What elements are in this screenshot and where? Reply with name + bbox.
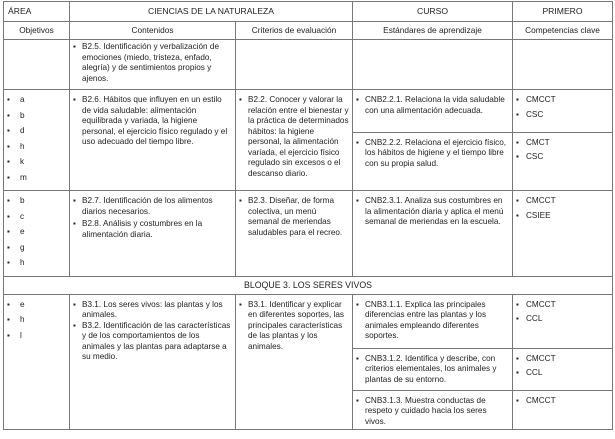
objetivo-item: ▪ e	[7, 227, 66, 238]
criterio-b2-2: ▪ B2.2. Conocer y valorar la relación entre el bienestar y la práctica de determinados hábitos: la higiene personal, la alimentación variada, el ejercicio físico regulado sin excesos o el descanso diario.	[239, 95, 349, 179]
competencia-item: ▪ CMCCT	[516, 95, 609, 106]
objetivo-item: ▪ e	[7, 300, 66, 311]
objetivo-item: ▪ g	[7, 243, 66, 254]
area-value: CIENCIAS DE LA NATURALEZA	[70, 2, 353, 22]
objetivos-list	[7, 95, 66, 183]
contenido-b3-2: ▪ B3.2. Identificación de las características y de los comportamientos de los animales y las plantas para adaptarse a su medio.	[73, 321, 232, 363]
estandar-cnb2-2-1: ▪ CNB2.2.1. Relaciona la vida saludable con una alimentación adecuada.	[356, 95, 509, 116]
contenido-b2-7: ▪ B2.7. Identificación de los alimentos diarios necesarios.	[73, 196, 232, 217]
objetivo-item: ▪ d	[7, 126, 66, 137]
table-row	[4, 191, 613, 277]
objetivos-list	[7, 300, 66, 342]
objetivo-item: ▪ b	[7, 111, 66, 122]
competencia-item: ▪ CMCCT	[516, 300, 609, 311]
objetivo-item: ▪ k	[7, 157, 66, 168]
objetivo-item: ▪ h	[7, 258, 66, 269]
competencia-item: ▪ CMCCT	[516, 396, 609, 407]
contenido-b2-8: ▪ B2.8. Análisis y costumbres en la alimentación diaria.	[73, 219, 232, 240]
contenido-b3-1: ▪ B3.1. Los seres vivos: las plantas y los animales.	[73, 300, 232, 321]
course-label: CURSO	[353, 2, 513, 22]
estandar-cnb3-1-1: ▪ CNB3.1.1. Explica las principales diferencias entre las plantas y los animales empleando diferentes soportes.	[356, 300, 509, 342]
subheader-row	[4, 22, 613, 40]
objetivo-item: ▪ b	[7, 196, 66, 207]
objetivo-item: ▪ l	[7, 331, 66, 342]
table-row	[4, 294, 613, 348]
competencia-item: ▪ CMCCT	[516, 354, 609, 365]
table-row	[4, 40, 613, 90]
col-estandares: Estándares de aprendizaje	[353, 22, 513, 40]
objetivo-item: ▪ a	[7, 95, 66, 106]
block-3-title: BLOQUE 3. LOS SERES VIVOS	[4, 276, 613, 294]
objetivo-item: ▪ h	[7, 315, 66, 326]
contenido-b2-6: ▪ B2.6. Hábitos que influyen en un estilo de vida saludable: alimentación equilibrada y variada, la higiene personal, el ejercicio físico regulado y el uso adecuado del tiempo libre.	[73, 95, 232, 148]
col-competencias: Competencias clave	[513, 22, 613, 40]
course-value: PRIMERO	[513, 2, 613, 22]
estandar-cnb3-1-2: ▪ CNB3.1.2. Identifica y describe, con criterios elementales, los animales y plantas de su entorno.	[356, 354, 509, 386]
criterio-b3-1: ▪ B3.1. Identificar y explicar en diferentes soportes, las principales características de las plantas y los animales.	[239, 300, 349, 353]
col-objetivos: Objetivos	[4, 22, 70, 40]
objetivo-item: ▪ h	[7, 142, 66, 153]
competencia-item: ▪ CMCT	[516, 138, 609, 149]
competencia-item: ▪ CCL	[516, 368, 609, 379]
competencia-item: ▪ CSIEE	[516, 211, 609, 222]
competencia-item: ▪ CSC	[516, 110, 609, 121]
area-label: ÁREA	[4, 2, 70, 22]
competencia-item: ▪ CMCCT	[516, 196, 609, 207]
table-row	[4, 90, 613, 133]
header-row	[4, 2, 613, 22]
col-contenidos: Contenidos	[70, 22, 236, 40]
col-criterios: Criterios de evaluación	[236, 22, 353, 40]
criterio-b2-3: ▪ B2.3. Diseñar, de forma colectiva, un menú semanal de meriendas saludables para el recreo.	[239, 196, 349, 238]
estandar-cnb2-2-2: ▪ CNB2.2.2. Relaciona el ejercicio físico, los hábitos de higiene y el tiempo libre con su propia salud.	[356, 138, 509, 170]
competencia-item: ▪ CCL	[516, 314, 609, 325]
contenido-b2-5: ▪ B2.5. Identificación y verbalización de emociones (miedo, tristeza, enfado, alegría) y de sentimientos propios y ajenos.	[73, 42, 232, 84]
curriculum-table	[3, 1, 613, 430]
estandar-cnb3-1-3: ▪ CNB3.1.3. Muestra conductas de respeto y cuidado hacia los seres vivos.	[356, 396, 509, 428]
block-title-row	[4, 276, 613, 294]
objetivo-item: ▪ m	[7, 173, 66, 184]
estandar-cnb2-3-1: ▪ CNB2.3.1. Analiza sus costumbres en la alimentación diaria y aplica el menú semanal de meriendas en la escuela.	[356, 196, 509, 228]
objetivos-list	[7, 196, 66, 269]
competencia-item: ▪ CSC	[516, 152, 609, 163]
objetivo-item: ▪ c	[7, 212, 66, 223]
